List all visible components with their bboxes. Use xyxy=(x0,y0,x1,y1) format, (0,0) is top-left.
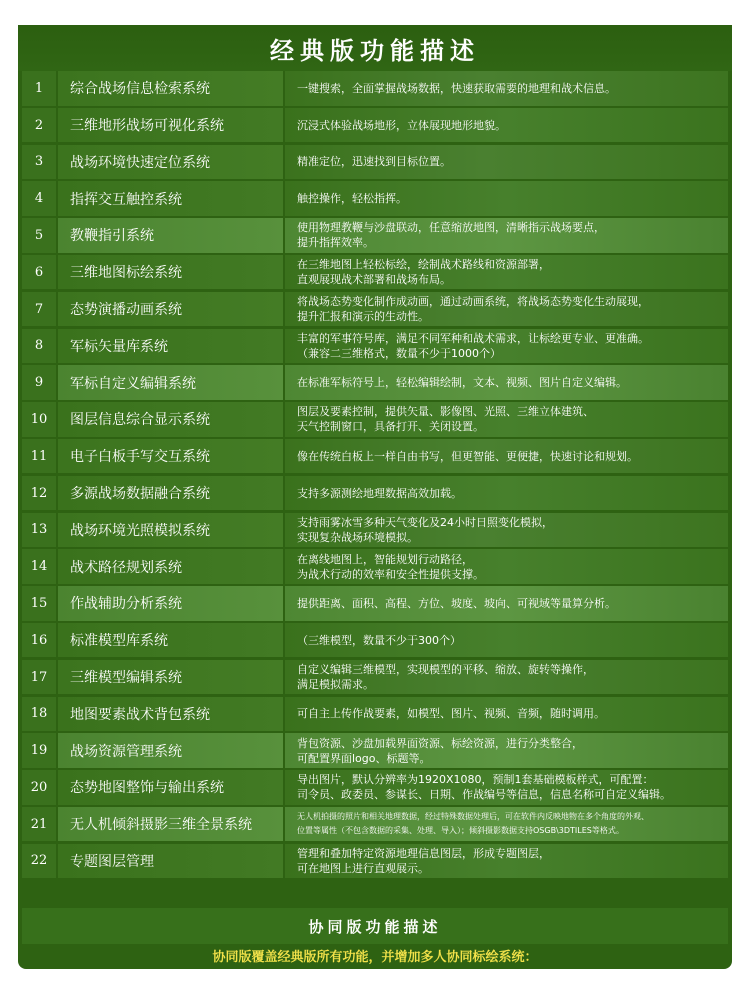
feature-name: 教鞭指引系统 xyxy=(58,218,283,253)
feature-name: 综合战场信息检索系统 xyxy=(58,71,283,106)
feature-desc-cell xyxy=(285,733,728,768)
feature-description: （三维模型，数量不少于300个） xyxy=(297,633,461,647)
collab-detail-text: 可进行多人独立标绘，多方标绘的结果可实时同步到沙盘大屏中，总指挥可对标绘内容进行批注、播放。 xyxy=(110,968,640,982)
feature-desc-cell xyxy=(285,71,728,106)
table-row xyxy=(22,807,728,842)
table-row xyxy=(22,218,728,253)
collab-section-body xyxy=(18,945,732,989)
row-number: 21 xyxy=(22,807,56,842)
table-row xyxy=(22,329,728,364)
feature-description: 使用物理教鞭与沙盘联动，任意缩放地图，清晰指示战场要点， 提升指挥效率。 xyxy=(297,221,605,250)
row-number: 11 xyxy=(22,439,56,474)
table-row xyxy=(22,549,728,584)
feature-name: 态势地图整饰与输出系统 xyxy=(58,770,283,805)
feature-name: 地图要素战术背包系统 xyxy=(58,697,283,732)
feature-name: 专题图层管理 xyxy=(58,844,283,879)
collab-highlight-text: 协同版覆盖经典版所有功能，并增加多人协同标绘系统： xyxy=(212,950,538,965)
table-row xyxy=(22,513,728,548)
row-number: 17 xyxy=(22,660,56,695)
row-number: 19 xyxy=(22,733,56,768)
feature-name: 战场资源管理系统 xyxy=(58,733,283,768)
feature-name: 电子白板手写交互系统 xyxy=(58,439,283,474)
feature-description: 丰富的军事符号库，满足不同军种和战术需求，让标绘更专业、更准确。 （兼容二三维格式，数量不少于1000个） xyxy=(297,331,649,360)
feature-desc-cell xyxy=(285,549,728,584)
feature-desc-cell xyxy=(285,402,728,437)
row-number: 4 xyxy=(22,181,56,216)
feature-name: 军标自定义编辑系统 xyxy=(58,365,283,400)
feature-name: 标准模型库系统 xyxy=(58,623,283,658)
feature-description: 管理和叠加特定资源地理信息图层，形成专题图层， 可在地图上进行直观展示。 xyxy=(297,846,550,875)
row-number: 18 xyxy=(22,697,56,732)
feature-desc-cell xyxy=(285,329,728,364)
feature-desc-cell xyxy=(285,292,728,327)
row-number: 2 xyxy=(22,108,56,143)
feature-name: 作战辅助分析系统 xyxy=(58,586,283,621)
row-number: 10 xyxy=(22,402,56,437)
feature-description: 支持雨雾冰雪多种天气变化及24小时日照变化模拟， 实现复杂战场环境模拟。 xyxy=(297,515,553,544)
feature-desc-cell xyxy=(285,476,728,511)
feature-panel xyxy=(18,25,732,982)
row-number: 15 xyxy=(22,586,56,621)
feature-description: 可自主上传作战要素，如模型、图片、视频、音频，随时调用。 xyxy=(297,707,605,721)
feature-desc-cell xyxy=(285,807,728,842)
feature-description: 触控操作，轻松指挥。 xyxy=(297,192,407,206)
page-title: 经典版功能描述 xyxy=(18,25,732,71)
feature-desc-cell xyxy=(285,623,728,658)
feature-desc-cell xyxy=(285,145,728,180)
collab-section-title: 协同版功能描述 xyxy=(22,908,728,944)
table-row xyxy=(22,255,728,290)
feature-description: 将战场态势变化制作成动画，通过动画系统，将战场态势变化生动展现， 提升汇报和演示的生动性。 xyxy=(297,295,649,324)
feature-description: 一键搜索，全面掌握战场数据，快速获取需要的地理和战术信息。 xyxy=(297,81,616,95)
feature-name: 图层信息综合显示系统 xyxy=(58,402,283,437)
row-number: 22 xyxy=(22,844,56,879)
feature-table xyxy=(22,71,728,881)
feature-description: 无人机拍摄的照片和相关地理数据，经过特殊数据处理后，可在软件内反映地物在多个角度的外观、 位置等属性（不包含数据的采集、处理、导入）；倾斜摄影数据支持OSGB\3DTILES等格式。 xyxy=(297,812,649,836)
feature-name: 战场环境光照模拟系统 xyxy=(58,513,283,548)
feature-description: 背包资源、沙盘加载界面资源、标绘资源，进行分类整合， 可配置界面logo、标题等。 xyxy=(297,736,583,765)
row-number: 8 xyxy=(22,329,56,364)
table-row xyxy=(22,439,728,474)
feature-desc-cell xyxy=(285,770,728,805)
row-number: 12 xyxy=(22,476,56,511)
feature-name: 无人机倾斜摄影三维全景系统 xyxy=(58,807,283,842)
feature-desc-cell xyxy=(285,513,728,548)
feature-desc-cell xyxy=(285,439,728,474)
feature-description: 图层及要素控制，提供矢量、影像图、光照、三维立体建筑、 天气控制窗口，具备打开、关闭设置。 xyxy=(297,405,594,434)
table-row xyxy=(22,476,728,511)
table-row xyxy=(22,586,728,621)
feature-name: 战术路径规划系统 xyxy=(58,549,283,584)
feature-name: 三维地图标绘系统 xyxy=(58,255,283,290)
feature-description: 在三维地图上轻松标绘，绘制战术路线和资源部署， 直观展现战术部署和战场布局。 xyxy=(297,258,550,287)
row-number: 7 xyxy=(22,292,56,327)
table-row xyxy=(22,733,728,768)
feature-description: 提供距离、面积、高程、方位、坡度、坡向、可视域等量算分析。 xyxy=(297,596,616,610)
feature-name: 指挥交互触控系统 xyxy=(58,181,283,216)
feature-description: 在标准军标符号上，轻松编辑绘制，文本、视频、图片自定义编辑。 xyxy=(297,376,627,390)
table-row xyxy=(22,365,728,400)
feature-desc-cell xyxy=(285,108,728,143)
feature-desc-cell xyxy=(285,181,728,216)
table-row xyxy=(22,660,728,695)
feature-name: 多源战场数据融合系统 xyxy=(58,476,283,511)
feature-desc-cell xyxy=(285,365,728,400)
feature-desc-cell xyxy=(285,255,728,290)
feature-description: 导出图片，默认分辨率为1920X1080，预制1套基础模板样式，可配置： 司令员、政委员、参谋长、日期、作战编号等信息，信息名称可自定义编辑。 xyxy=(297,773,671,802)
table-row xyxy=(22,145,728,180)
row-number: 6 xyxy=(22,255,56,290)
table-row xyxy=(22,71,728,106)
feature-name: 三维地形战场可视化系统 xyxy=(58,108,283,143)
feature-description: 精准定位，迅速找到目标位置。 xyxy=(297,155,451,169)
table-row xyxy=(22,697,728,732)
row-number: 20 xyxy=(22,770,56,805)
row-number: 3 xyxy=(22,145,56,180)
table-row xyxy=(22,181,728,216)
feature-desc-cell xyxy=(285,697,728,732)
feature-description: 支持多源测绘地理数据高效加载。 xyxy=(297,486,462,500)
feature-description: 沉浸式体验战场地形，立体展现地形地貌。 xyxy=(297,118,506,132)
row-number: 1 xyxy=(22,71,56,106)
feature-name: 三维模型编辑系统 xyxy=(58,660,283,695)
feature-desc-cell xyxy=(285,218,728,253)
feature-desc-cell xyxy=(285,586,728,621)
table-row xyxy=(22,292,728,327)
row-number: 16 xyxy=(22,623,56,658)
feature-name: 战场环境快速定位系统 xyxy=(58,145,283,180)
feature-description: 自定义编辑三维模型，实现模型的平移、缩放、旋转等操作， 满足模拟需求。 xyxy=(297,663,594,691)
table-row xyxy=(22,402,728,437)
row-number: 13 xyxy=(22,513,56,548)
feature-name: 态势演播动画系统 xyxy=(58,292,283,327)
row-number: 14 xyxy=(22,549,56,584)
feature-name: 军标矢量库系统 xyxy=(58,329,283,364)
row-number: 5 xyxy=(22,218,56,253)
table-row xyxy=(22,770,728,805)
feature-desc-cell xyxy=(285,844,728,879)
feature-description: 像在传统白板上一样自由书写，但更智能、更便捷，快速讨论和规划。 xyxy=(297,449,638,463)
table-row xyxy=(22,623,728,658)
feature-description: 在离线地图上，智能规划行动路径， 为战术行动的效率和安全性提供支撑。 xyxy=(297,552,484,581)
row-number: 9 xyxy=(22,365,56,400)
table-row xyxy=(22,108,728,143)
feature-desc-cell xyxy=(285,660,728,695)
table-row xyxy=(22,844,728,879)
